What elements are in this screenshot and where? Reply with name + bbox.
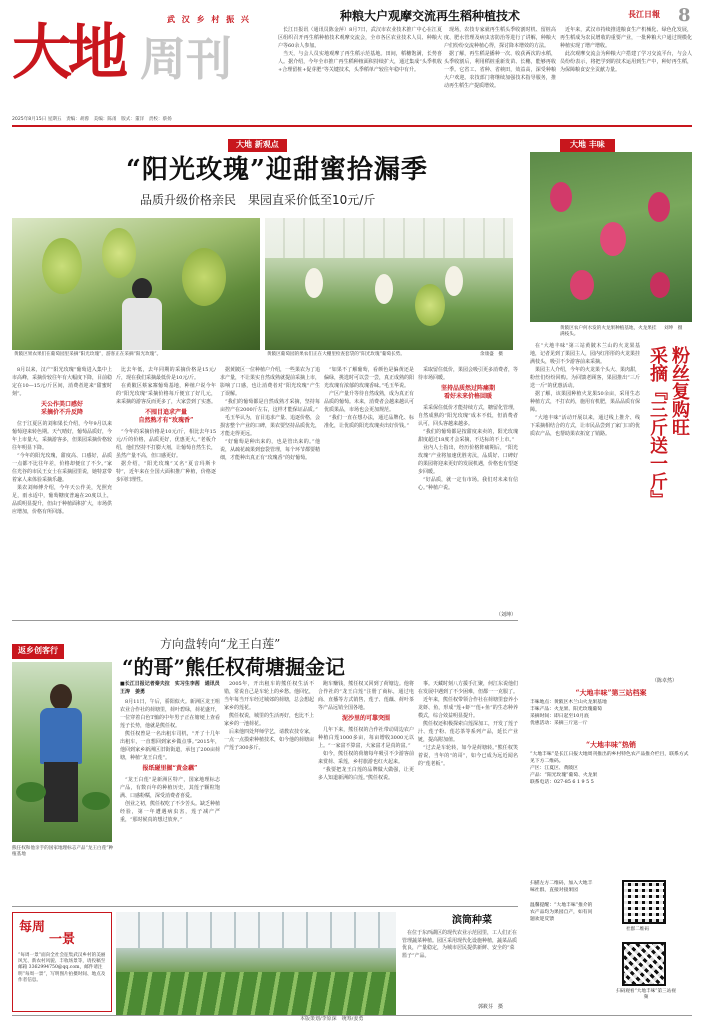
lead-col-2: 比去年低，去年同期的采摘价格是15元/斤，现在我们采摘最低价是10元/斤。 在黄陂区蔡家寨葡萄基地，种植户说今年的“阳光玫瑰”采摘价格每斤便宜了好几元，来采摘的游客反而更多了，大家尝到了实惠。 不囤目追求产量 自然熟才有“玫瑰香” “今年的采摘价格是10元/斤，相比去年15元/斤的价格，品质更好，优惠更大。”老板介绍，他们坚持不打膨大剂，让葡萄自然生长，虽然产量不高，但口感更好。 据介绍，“阳光玫瑰”又名“夏音玛斯卡特”，近年来在全国大面积推广种植，价格逐步回归理性。 [116, 367, 216, 483]
side-box-1-title: “大地丰味”第三站档案 [575, 688, 647, 697]
header-rule [12, 125, 692, 127]
qr-label-2: 扫码观看“大地丰味”第三站视频 [616, 989, 676, 1000]
person-head [132, 278, 152, 300]
top-article-left: 长江日报讯（通讯员陈金萍）8月7日，武汉市农业技术推广中心在江夏区组织召开再生稻种植技术观摩交流会，全市各区农业技术人员、种粮大户等60余人参加。 当天，与会人员实地观摩了再生稻示范基地。田间，稻穗饱满，长势喜人。据介绍，今年全市推广再生稻种植面积持续扩大，通过集成“头季机收+合理留桩+促芽肥”等关键技术，头季稻单产较往年稳中有升。 [278, 27, 442, 73]
side-headline: 粉丝复购旺 采摘『三斤送一斤』 [647, 346, 690, 508]
lead-subhead-1: 天公作美口感好 采摘价不升反降 [40, 401, 83, 416]
side-photo-caption: 黄陂区农户何水发的火龙果种植基地，火龙果挂满枝头。 [560, 326, 657, 337]
side-box-1-line: 丰味地点：黄陂区木兰山火龙果基地 [530, 700, 607, 706]
weekly-photo-title: 滨筒种菜 [452, 915, 492, 926]
page-number: 8 [678, 5, 691, 26]
qr-code-1[interactable] [622, 880, 666, 924]
vegetable-rows [116, 972, 396, 1016]
person-body [122, 298, 162, 350]
qr-pattern [624, 882, 664, 922]
side-article: 在“大地丰味”第三站黄陂木兰山的火龙果基地，记者见到了果园主人，园内红彤彤的火龙果挂满枝头，吸引不少游客前来采摘。 果园主人介绍，今年的火龙果个头大、果肉甜，粉丝们纷纷回购。为回馈老顾客，果园推出“三斤送一斤”的优惠活动。 据了解，该果园种植火龙果50余亩，采用生态种植方式，不打农药，施用有机肥，果品品质有保障。 “大地丰味”活动开展以来，通过线上推介、线下采摘相结合的方式，让市民品尝到了家门口的优质农产品，也帮助果农拓宽了销路。 [530, 343, 640, 437]
feature-subhead-1: 报纸碰里掘“黄金藕” [142, 765, 198, 772]
feature-col-1: ■长江日报记者秦夫拉 实习生李茜 通讯员王涛 姜勇 8月11日，午后，骄阳似火。新洲区龙王咀农业合作社的荷塘里，荷叶碧绿，荷花盛开，一位穿着白色T恤的中年男子正在塘埂上查看莲子长势，他就是熊任权。 熊任权曾是一名出租车司机，“开了十几年出租车，一直想回到家乡做点事。”2015年，他回到家乡新洲区旧街街道，承包了200亩荷塘，种植“龙王白莲”。 报纸碰里掘“黄金藕” “龙王白莲”是新洲区特产，国家地理标志产品，有数百年的种植历史，其莲子颗粒饱满、口感粉糯，深受消费者喜爱。 创业之初，熊任权吃了不少苦头。缺乏种植经验，第一年遭遇病虫害，莲子减产严重，“那时候真的想过放弃。” [120, 681, 220, 823]
weekly-box [12, 912, 112, 1012]
side-box-2-line: 产区：江夏区、黄陂区 [530, 766, 578, 772]
masthead [12, 6, 262, 116]
lead-photo-2-caption: 黄陂区葡萄园的果农们正在大棚里检查套袋的“阳光玫瑰”葡萄长势。 [267, 352, 405, 357]
masthead-small: 周刊 [140, 32, 232, 86]
right-tag: 大地 丰味 [560, 139, 615, 152]
lead-photo-2 [265, 218, 513, 350]
person-shirt [40, 708, 82, 764]
footer-text: 本版策划/李原深 统筹/姜勇 [300, 1016, 364, 1022]
side-box-2-line: “大地丰味”是长江日报大地周刊推出的乡村特色农产品推介栏目，联系方式见下方二维码。 [530, 752, 689, 765]
grape-cluster [182, 248, 226, 306]
masthead-tagline: 武 汉 乡 村 振 兴 [167, 14, 251, 24]
grape-cluster [42, 238, 82, 294]
side-box-1-line: 丰味产品：火龙果、阳光玫瑰葡萄 [530, 707, 602, 713]
bagged-grapes [375, 274, 393, 304]
lead-subhead-3: 坚持品质然过阵痛期 看好未来价格回暖 [440, 385, 495, 400]
lotus-leaf [82, 792, 110, 810]
lotus-leaf [16, 782, 46, 802]
feature-tag: 返乡创客行 [12, 644, 64, 659]
side-box-1-line: 采摘时间：即日起至10月底 [530, 714, 589, 720]
lead-col-3: 据黄陂区一位种植户介绍，一些果农为了追求产量，不让果实自然成熟就提前采摘上市，影响了口感，也让消费者对“阳光玫瑰”产生了误解。 “我们的葡萄都是自然成熟才采摘，坚持每亩控产在2000斤左右，这样才能保证品质。” 毛玉华认为，盲目追求产量、追逐价格，会损害整个产业的口碑，果农要坚持品质优先，才能走得更远。 “好葡萄是种出来的，也是管出来的。”他说，从疏花疏果到套袋管理，每个环节都要精细，才能种出真正有“玫瑰香”的好葡萄。 [220, 367, 320, 461]
feature-col-3: 跑车赚钱，熊任权又回到了荷塘边。他将合作社的“龙王白莲”注册了商标，通过电商、直播等方式销售，莲子、莲藕、荷叶茶等产品远销全国各地。 泥沙里的可靠突围 几年下来，熊任权的合作社带动周边农户种植白莲1000多亩，每亩增收3000元以上。“一家富不算富，大家富才是真的富。” 如今，熊任权的荷塘每年吸引不少游客前来赏荷、采莲，乡村旅游也红火起来。 “我要把龙王白莲的品牌做大做强，让更多人知道新洲的白莲。”熊任权说。 [318, 681, 414, 781]
weekly-title-1: 每周 [19, 920, 46, 935]
side-box-2-title: “大地丰味”热销 [585, 740, 637, 749]
qr-note-2: 温馨提醒：“大地丰味”推介的农产品均为果园自产，如有问题欢迎反馈 [530, 903, 593, 922]
lead-rule [12, 620, 518, 621]
section-tag: 大地 新观点 [228, 139, 287, 152]
qr-code-2[interactable] [622, 942, 666, 986]
feature-kicker: 方向盘转向“龙王白莲” [160, 637, 281, 651]
top-article-right: 近年来，武汉市持续推进粮食生产机械化、绿色化发展，再生稻成为农民增收的重要产业，一批种粮大户通过规模化种植实现了增产增收。 此次观摩交流会为种粮大户搭建了学习交流平台，与会人员纷纷表示，将把学到的技术运用到生产中，种好再生稻，为保障粮食安全贡献力量。 [560, 27, 692, 73]
feature-subhead-2: 泥沙里的可靠突围 [341, 715, 390, 722]
side-box-2 [530, 740, 692, 830]
feature-rule [12, 906, 518, 907]
lead-subhead-2: 不囤目追求产量 自然熟才有“玫瑰香” [138, 409, 194, 424]
dragon-fruit [650, 272, 670, 298]
greenhouse-frame [265, 218, 513, 258]
side-photo [530, 152, 692, 322]
paper-name: 長江日報 [628, 9, 660, 19]
masthead-big: 大地 [12, 18, 124, 88]
greenhouse-roof [116, 912, 396, 948]
grape-cluster [102, 228, 136, 278]
feature-col-2: 2005年，开出租车的熊任权生活不错，常说自己是车轮上的乡愁。他回忆，当年每当开车经过城郊的荷塘，总会想起家乡的莲花。 熊任权说，城里的生活再好，也比不上家乡的一池荷花。 后来他四处拜师学艺，请教农技专家，一点一点摸索种植技术，如今他的荷塘亩产莲子300多斤。 [224, 681, 314, 751]
side-photo-credit: 刘坤 摄 [664, 326, 683, 331]
issue-info: 2025年8月15日 星期五 责编：胡蓉 美编：陈甬 版式：董洋 责校：蔡扬 [12, 117, 172, 122]
qr-label-1: 社群二维码 [626, 927, 649, 932]
lead-col-4: “如果不了解葡萄，看颜色是偏黄还是偏绿，挑选时可以尝一尝，真正成熟的阳光玫瑰有浓郁的玫瑰香味。”毛玉华说。 产区产量升等待自然成熟，成为真正有品质的葡萄。未来，消费者会越来越认可优质果品，市场也会更加规范。 “我们一直在想办法，通过品牌化、标准化，让优质的阳光玫瑰卖出好价钱。” [324, 367, 414, 429]
feature-title: “的哥”熊任权荷塘掘金记 [122, 655, 346, 679]
weekly-text: “每周一景”面向全社会征集武汉乡村的美丽风光、新农村风貌、丰收场景等，请投稿至邮箱 3362994750@qq.com，邮件请注明“每周一景”，写明图片拍摄时间、地点及作者信息。 [18, 953, 106, 983]
dragon-fruit [648, 192, 670, 222]
lead-title: “阳光玫瑰”迎甜蜜拾漏季 [126, 155, 428, 185]
bagged-grapes [305, 268, 323, 298]
weekly-title-2: 一景 [49, 932, 76, 947]
qr-notes [530, 880, 594, 1010]
lead-col-1: 8月以来，汉产“阳光玫瑰”葡萄进入集中上市高峰，采摘价较往年有大幅度下降，目前稳定在10—15元/斤区间，消费者迎来“甜蜜时刻”。 天公作美口感好 采摘价不升反降 位于江夏区的刘和果长介绍，今年9月以来葡萄迎来转色期。天气晴好，葡萄品质好，今年上市量大，采摘游客多，但果园采摘价格较往年明显下降。 “今年的阳光玫瑰，甜度高、口感好，品质一点都不比往年差，价格却便宜了不少。”家住光谷的市民王女士在采摘园里说，她特意带着家人来体验采摘乐趣。 果农刘师傅介绍，今年天公作美，光照充足，雨水适中，葡萄糖度普遍在20度以上，品质明显提升，但由于种植面积扩大，市场供应增加，价格有所回落。 [12, 367, 112, 515]
weekly-photo [116, 912, 396, 1016]
bagged-grapes [445, 266, 463, 296]
qr-note-1: 扫描左方二维码，加入大地丰味社群，直接对接果园 [530, 881, 593, 893]
side-byline: （陈卓然） [652, 678, 678, 684]
dragon-fruit [570, 270, 594, 300]
lead-photo-credit: 余康盛 摄 [480, 352, 503, 357]
side-box-1 [530, 688, 692, 730]
person-head [50, 684, 72, 710]
lead-photo-1 [12, 218, 260, 350]
lead-col-5: 采取留住低价，果园会吸引更多消费者，等待市场回暖。 坚持品质然过阵痛期 看好未来价格回暖 采采保住低价才能持续方式，糖留化管理，自然成熟的“阳光玫瑰”成本不低，但消费者认可，回头客越来越多。 “我们的葡萄都是按甜度来卖的，阳光玫瑰甜度超过18度才会采摘，不达标的不上市。” 业内人士指出，经历价格阵痛期后，“阳光玫瑰”产业将加速优胜劣汰，品质好、口碑好的果园将迎来更好的发展机遇，价格也有望逐步回暖。 “好品质，就一定有市场。我们对未来有信心。”种植户说。 [418, 367, 518, 491]
side-box-1-line: 优惠活动：采摘三斤送一斤 [530, 721, 588, 727]
top-article-mid: 现场，农技专家就再生稻头季收割时机、留桩高度、肥水管理及病虫害防治等进行了讲解，种粮大户们纷纷交流种植心得，探讨降本增效的方法。 据了解，再生稻是播种一次、收获两次的水稻，头季收割后，利用稻桩重新发苗、长穗，能够再收一季。它省工、省种、省秧田，效益高，深受种粮大户欢迎。农技部门将继续加强技术指导服务，推动再生稻生产提质增效。 [444, 27, 556, 89]
weekly-photo-credit: 郭筱芬 摄 [478, 1004, 504, 1010]
dragon-fruit [600, 222, 626, 256]
feature-photo-caption: 熊任权和他亲手的国家地理标志产品“龙王白莲”种植基地 [12, 846, 114, 857]
dragon-fruit [550, 182, 572, 212]
person-trousers [44, 762, 78, 822]
weekly-photo-text: 在位于东西湖区的现代农业示范园里，工人们正在管理蔬菜种植。园区采用现代化设施种植，蔬菜品质优良，产量稳定，为城市居民提供新鲜、安全的“菜篮子”产品。 [402, 930, 518, 959]
grape-cluster [415, 284, 445, 326]
side-box-2-line: 联系电话：027-85 6 1 9 5 5 [530, 780, 594, 786]
qr-pattern [624, 944, 664, 984]
feature-meta: ■长江日报记者秦夫拉 实习生李茜 通讯员王涛 姜勇 [120, 681, 220, 695]
lead-photo-1-caption: 黄陂区果农果们在葡萄园里采摘“阳光玫瑰”，游客正在采摘“阳光玫瑰”。 [14, 352, 162, 357]
lead-subtitle: 品质升级价格亲民 果园直采价低至10元/斤 [140, 193, 376, 207]
feature-col-4: 事。天藏时刻八方援手汇聚，何江东说他们在发展中遇到了不少困难，但都一一克服了。 近年来，熊任权带领合作社在荷塘里套养小龙虾、鱼，形成“莲+虾”“莲+鱼”的生态种养模式，综合效益明显提升。 熊任权还积极探索白莲深加工，开发了莲子汁、莲子粉、莲芯茶等系列产品，延长产业链，提高附加值。 “过去是车轮转，如今是荷塘转。”熊任权笑着说，当年的“的哥”，如今已成为远近闻名的“莲老板”。 [418, 681, 518, 767]
side-box-2-line: 产品：“阳光玫瑰”葡萄、火龙果 [530, 773, 598, 779]
feature-photo [12, 662, 112, 842]
top-headline: 种粮大户观摩交流再生稻种植技术 [340, 9, 521, 23]
lead-byline: （刘坤） [496, 612, 517, 618]
